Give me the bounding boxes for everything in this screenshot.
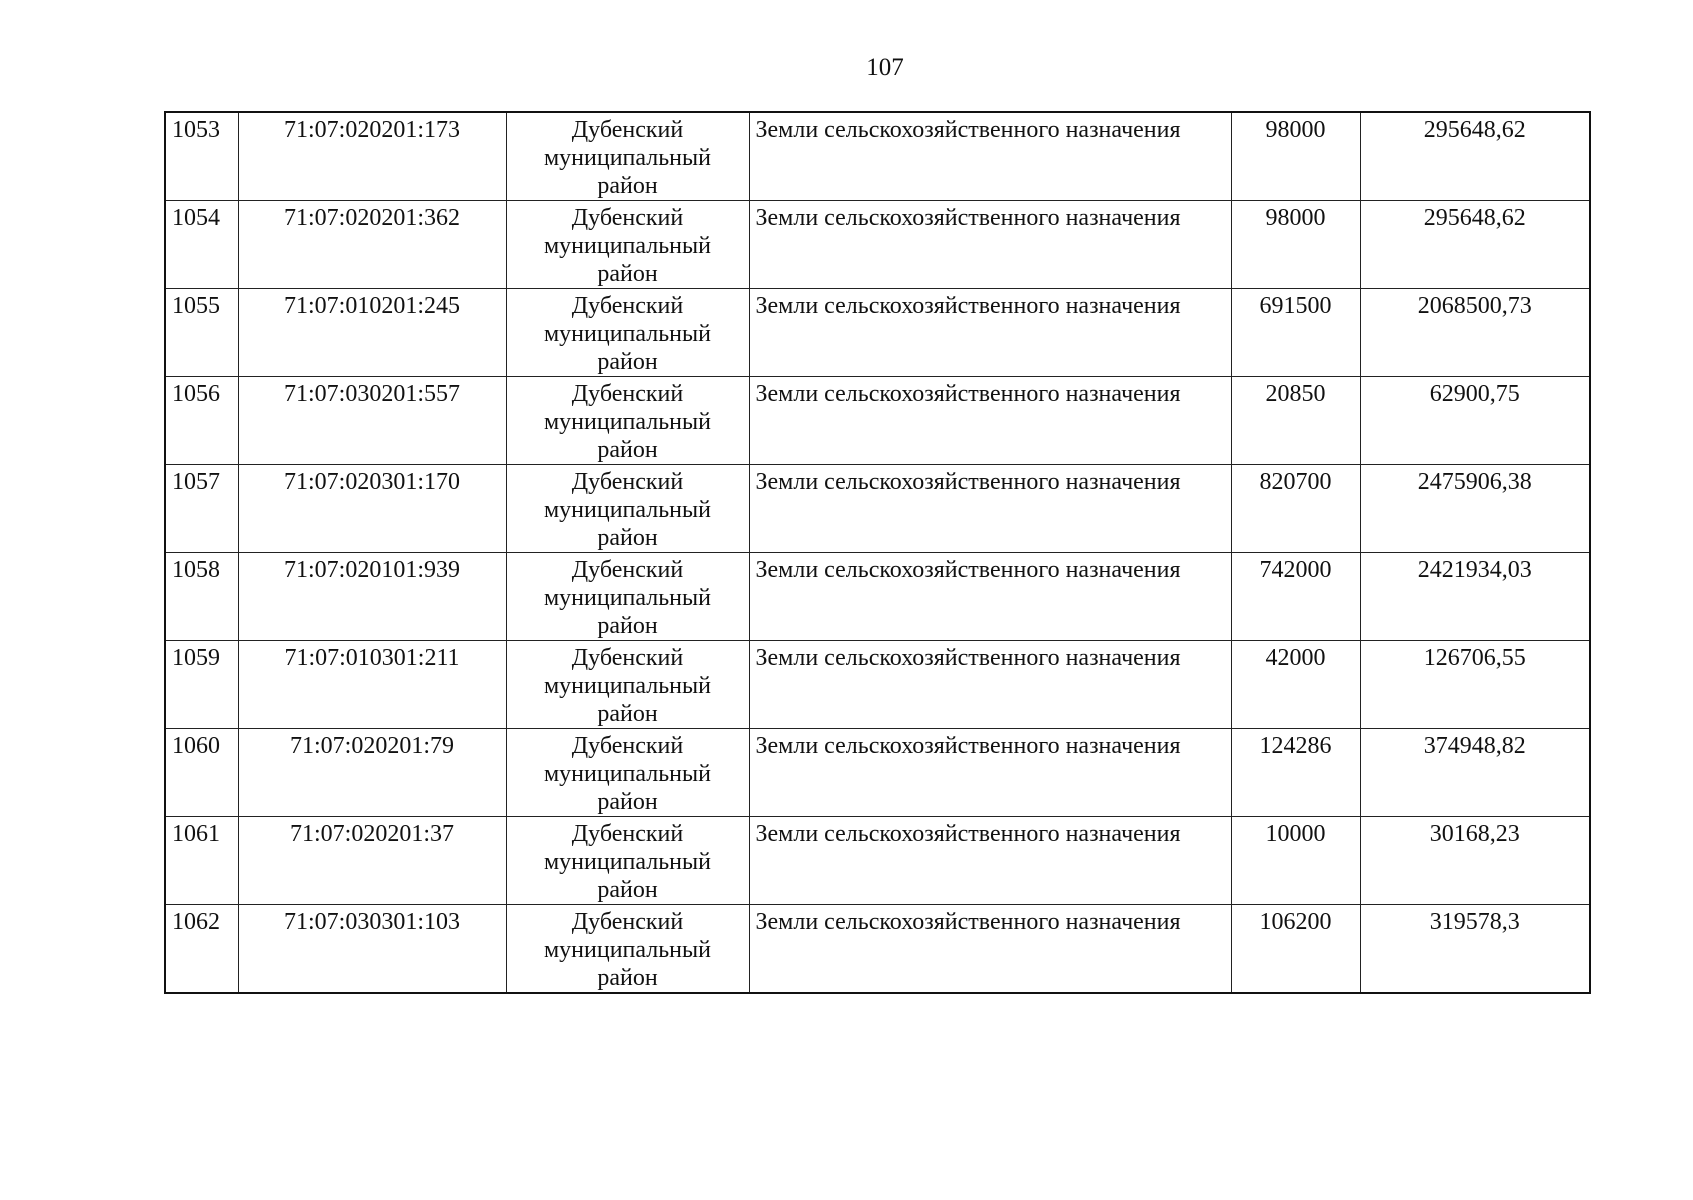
row-number: 1060	[165, 729, 238, 817]
land-category: Земли сельскохозяйственного назначения	[749, 817, 1231, 905]
cadastral-value: 2068500,73	[1360, 289, 1590, 377]
row-number: 1054	[165, 201, 238, 289]
row-number: 1058	[165, 553, 238, 641]
cadastral-value: 62900,75	[1360, 377, 1590, 465]
cadastral-value: 374948,82	[1360, 729, 1590, 817]
municipality: Дубенский муниципальный район	[506, 112, 749, 201]
cadastral-value: 319578,3	[1360, 905, 1590, 994]
land-category: Земли сельскохозяйственного назначения	[749, 465, 1231, 553]
row-number: 1057	[165, 465, 238, 553]
municipality: Дубенский муниципальный район	[506, 377, 749, 465]
page-number: 107	[866, 54, 904, 81]
area: 124286	[1231, 729, 1360, 817]
cadastral-value: 2475906,38	[1360, 465, 1590, 553]
area: 106200	[1231, 905, 1360, 994]
cadastral-number: 71:07:030301:103	[238, 905, 506, 994]
table-row	[165, 289, 1590, 377]
municipality: Дубенский муниципальный район	[506, 289, 749, 377]
cadastral-value: 2421934,03	[1360, 553, 1590, 641]
municipality: Дубенский муниципальный район	[506, 465, 749, 553]
row-number: 1055	[165, 289, 238, 377]
area: 42000	[1231, 641, 1360, 729]
area: 742000	[1231, 553, 1360, 641]
land-category: Земли сельскохозяйственного назначения	[749, 201, 1231, 289]
municipality: Дубенский муниципальный район	[506, 201, 749, 289]
cadastral-number: 71:07:020301:170	[238, 465, 506, 553]
land-category: Земли сельскохозяйственного назначения	[749, 112, 1231, 201]
cadastral-number: 71:07:020201:173	[238, 112, 506, 201]
land-category: Земли сельскохозяйственного назначения	[749, 553, 1231, 641]
land-category: Земли сельскохозяйственного назначения	[749, 905, 1231, 994]
land-category: Земли сельскохозяйственного назначения	[749, 377, 1231, 465]
table-row	[165, 465, 1590, 553]
cadastral-number: 71:07:020201:79	[238, 729, 506, 817]
municipality: Дубенский муниципальный район	[506, 817, 749, 905]
cadastral-number: 71:07:020101:939	[238, 553, 506, 641]
land-category: Земли сельскохозяйственного назначения	[749, 289, 1231, 377]
area: 98000	[1231, 201, 1360, 289]
cadastral-value: 295648,62	[1360, 112, 1590, 201]
table-row	[165, 905, 1590, 994]
cadastral-value: 30168,23	[1360, 817, 1590, 905]
area: 98000	[1231, 112, 1360, 201]
cadastral-number: 71:07:020201:362	[238, 201, 506, 289]
municipality: Дубенский муниципальный район	[506, 553, 749, 641]
cadastral-number: 71:07:010201:245	[238, 289, 506, 377]
area: 10000	[1231, 817, 1360, 905]
table-row	[165, 201, 1590, 289]
table-row	[165, 641, 1590, 729]
municipality: Дубенский муниципальный район	[506, 729, 749, 817]
row-number: 1059	[165, 641, 238, 729]
cadastral-number: 71:07:030201:557	[238, 377, 506, 465]
table-row	[165, 553, 1590, 641]
land-category: Земли сельскохозяйственного назначения	[749, 641, 1231, 729]
table-body	[165, 112, 1590, 993]
cadastral-value: 126706,55	[1360, 641, 1590, 729]
area: 20850	[1231, 377, 1360, 465]
land-category: Земли сельскохозяйственного назначения	[749, 729, 1231, 817]
municipality: Дубенский муниципальный район	[506, 641, 749, 729]
table-row	[165, 112, 1590, 201]
land-plots-table	[164, 111, 1591, 994]
cadastral-number: 71:07:020201:37	[238, 817, 506, 905]
row-number: 1061	[165, 817, 238, 905]
municipality: Дубенский муниципальный район	[506, 905, 749, 994]
table-row	[165, 729, 1590, 817]
row-number: 1062	[165, 905, 238, 994]
cadastral-number: 71:07:010301:211	[238, 641, 506, 729]
cadastral-value: 295648,62	[1360, 201, 1590, 289]
table-row	[165, 817, 1590, 905]
row-number: 1056	[165, 377, 238, 465]
row-number: 1053	[165, 112, 238, 201]
area: 820700	[1231, 465, 1360, 553]
area: 691500	[1231, 289, 1360, 377]
table-row	[165, 377, 1590, 465]
